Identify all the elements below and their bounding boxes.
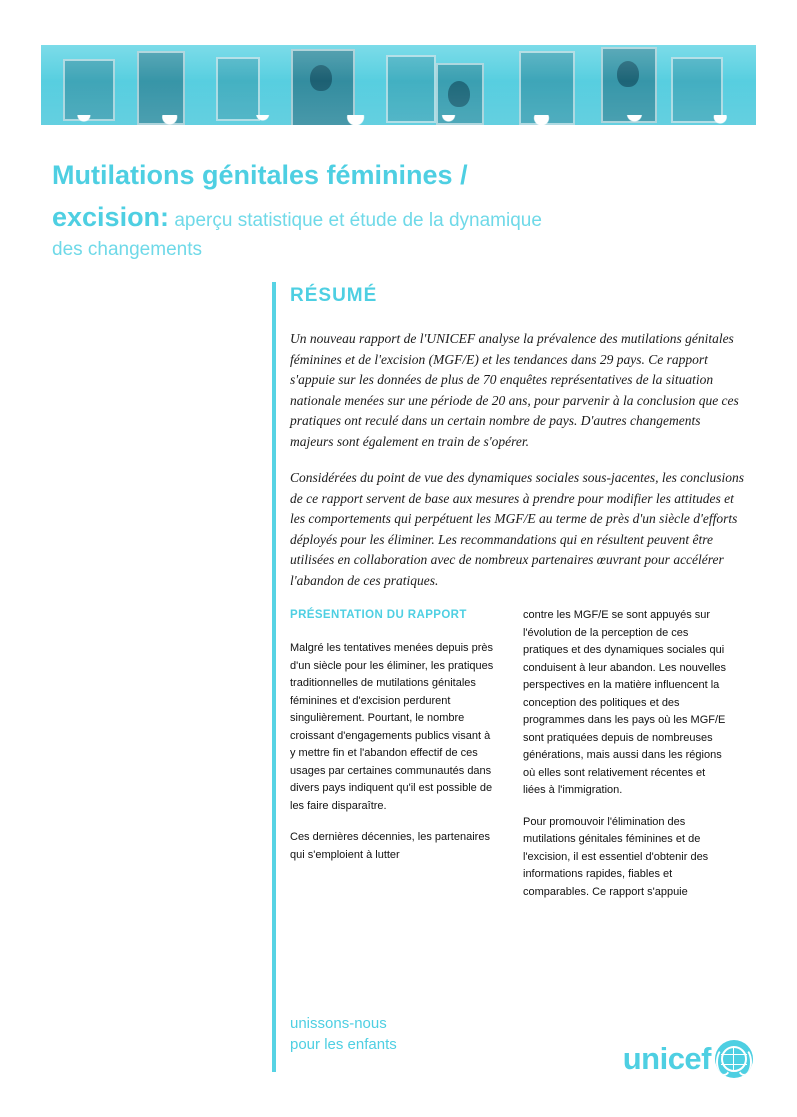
olive-branch-icon (716, 1048, 732, 1076)
footer-tagline-line2: pour les enfants (290, 1036, 397, 1053)
column-right (523, 607, 728, 915)
document-body (290, 285, 745, 915)
body-paragraph: Ces dernières décennies, les partenaires qui s'emploient à lutter (290, 831, 490, 861)
body-paragraph: contre les MGF/E se sont appuyés sur l'évolution de la perception de ces pratiques et des dynamiques sociales qui conduisent à leur abandon. Les nouvelles perspectives en la matière influencent la conception des politiques et des programmes dans les pays où les MGF/E sont pratiquées depuis de nombreuses générations, mais aussi dans les régions où elles sont relativement récentes et liées à l'immigration. (523, 609, 727, 796)
unicef-wordmark: unicef (622, 1041, 711, 1076)
globe-meridian (733, 1046, 734, 1072)
body-paragraph: Malgré les tentatives menées depuis près d'un siècle pour les éliminer, les pratiques traditionnelles de mutilations génitales féminines et d'excision perdurent singulièrement. Pourtant, le nombre croissant d'engagements publics visant à y mettre fin et l'abandon effectif de ces usages par certaines communautés dans divers pays indiquent qu'il est possible de les faire disparaître. (290, 642, 494, 812)
abstract-block (290, 329, 745, 591)
page-subtitle-continued: des changements (52, 239, 202, 260)
two-column-section (290, 607, 745, 915)
banner-overlay (41, 45, 756, 125)
page-subtitle-line (52, 202, 732, 237)
footer-tagline-line1: unissons-nous (290, 1015, 387, 1032)
olive-branch-icon (736, 1048, 752, 1076)
footer-tagline (290, 1013, 397, 1055)
body-paragraph: Pour promouvoir l'élimination des mutilations génitales féminines et de l'excision, il est essentiel d'obtenir des informations rapides, fiables et comparables. Ce rapport s'appuie (523, 815, 709, 898)
banner-torn-edge (41, 115, 756, 125)
unicef-globe-icon (715, 1040, 753, 1078)
vertical-divider (272, 282, 276, 1072)
document-title-block (52, 158, 732, 263)
section-heading-resume: RÉSUMÉ (290, 285, 378, 306)
abstract-paragraph: Considérées du point de vue des dynamiques sociales sous-jacentes, les conclusions de ce rapport servent de base aux mesures à prendre pour modifier les attitudes et les comportements qui perpétuent les MGF/E au terme de près d'un siècle d'efforts déployés pour les éliminer. Les recommandations qui en résultent peuvent être utilisées en collaboration avec de nombreux partenaires œuvrant pour accélérer l'abandon de ces pratiques. (290, 470, 745, 588)
header-photo-banner (41, 45, 756, 125)
page-subtitle: aperçu statistique et étude de la dynamique (169, 210, 542, 231)
unicef-logo (623, 1040, 753, 1078)
page-title: Mutilations génitales féminines / (52, 160, 468, 190)
page-title-keyword: excision: (52, 202, 170, 232)
column-left (290, 607, 495, 915)
section-heading-presentation: PRÉSENTATION DU RAPPORT (290, 609, 467, 621)
abstract-paragraph: Un nouveau rapport de l'UNICEF analyse la prévalence des mutilations génitales féminines et de l'excision (MGF/E) et les tendances dans 29 pays. Ce rapport s'appuie sur les données de plus de 70 enquêtes représentatives de la situation nationale menées sur une période de 20 ans, pour parvenir à la conclusion que ces pratiques ont reculé dans un certain nombre de pays. D'autres changements majeurs sont également en train de s'opérer. (290, 331, 739, 449)
